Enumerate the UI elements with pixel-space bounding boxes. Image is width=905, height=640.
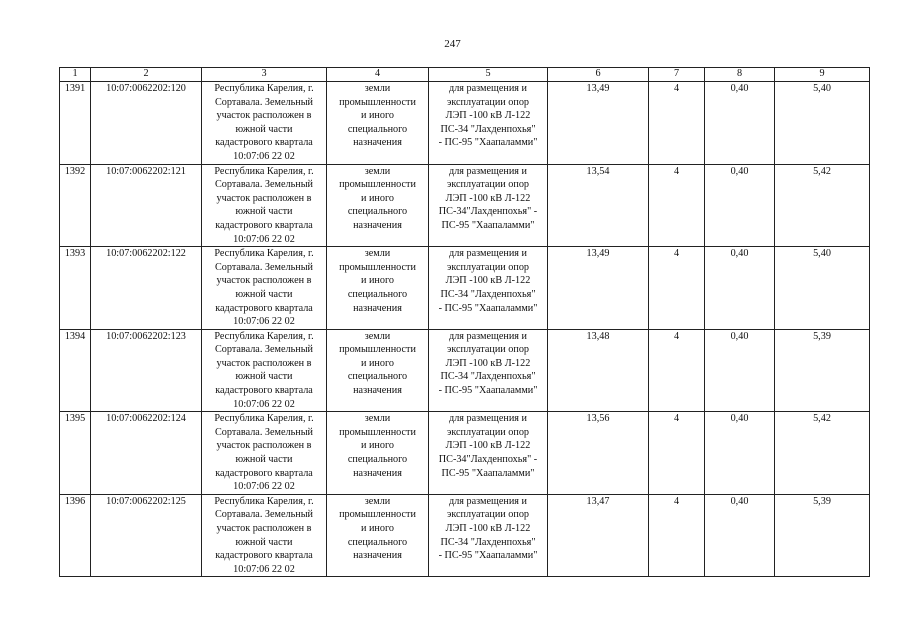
row-number-cell: 1396: [60, 494, 91, 577]
permitted-use-cell-line: ПС-34 "Лахденпохья": [440, 536, 536, 548]
land-category-cell-line: промышленности: [339, 344, 416, 356]
land-category-cell-line: и иного: [360, 275, 394, 287]
location-cell-line: Сортавала. Земельный: [214, 261, 313, 273]
row-number-cell: 1392: [60, 164, 91, 247]
column-9-cell: 5,42: [775, 412, 870, 495]
table-row: [60, 412, 870, 495]
permitted-use-cell-line: эксплуатации опор: [446, 96, 530, 108]
location-cell: [202, 494, 327, 577]
location-cell-line: 10:07:06 22 02: [233, 398, 295, 410]
permitted-use-cell: [429, 494, 548, 577]
location-cell-line: Сортавала. Земельный: [214, 509, 313, 521]
permitted-use-cell: [429, 329, 548, 412]
permitted-use-cell-line: - ПС-95 "Хаапаламми": [438, 385, 538, 397]
column-header: 6: [548, 68, 649, 82]
permitted-use-cell-line: эксплуатации опор: [446, 344, 530, 356]
cadastral-number-cell: 10:07:0062202:124: [91, 412, 202, 495]
location-cell-line: Сортавала. Земельный: [214, 96, 313, 108]
location-cell-line: участок расположен в: [216, 275, 312, 287]
permitted-use-cell-line: эксплуатации опор: [446, 509, 530, 521]
table-row: [60, 247, 870, 330]
permitted-use-cell-line: ПС-34"Лахденпохья" -: [438, 454, 538, 466]
location-cell-line: южной части: [235, 454, 293, 466]
column-header: 8: [705, 68, 775, 82]
land-category-cell-line: специального: [347, 454, 408, 466]
land-category-cell-line: назначения: [353, 467, 402, 479]
land-category-cell-line: и иного: [360, 523, 394, 534]
land-category-cell-line: земли: [364, 495, 391, 507]
permitted-use-cell-line: ПС-34"Лахденпохья" -: [438, 206, 538, 218]
location-cell: [202, 329, 327, 412]
column-6-cell: 13,49: [548, 82, 649, 165]
column-6-cell: 13,49: [548, 247, 649, 330]
column-8-cell: 0,40: [705, 82, 775, 165]
land-category-cell-line: промышленности: [339, 179, 416, 191]
location-cell-line: южной части: [235, 206, 293, 218]
row-number-cell: 1395: [60, 412, 91, 495]
location-cell: [202, 164, 327, 247]
permitted-use-cell-line: - ПС-95 "Хаапаламми": [438, 137, 538, 149]
land-category-cell-line: назначения: [353, 550, 402, 562]
permitted-use-cell-line: ЛЭП -100 кВ Л-122: [445, 110, 531, 122]
permitted-use-cell-line: для размещения и: [449, 495, 527, 507]
column-header: 9: [775, 68, 870, 82]
column-9-cell: 5,39: [775, 494, 870, 577]
column-8-cell: 0,40: [705, 164, 775, 247]
land-category-cell-line: земли: [364, 413, 391, 425]
land-category-cell-line: специального: [347, 206, 408, 218]
permitted-use-cell: [429, 412, 548, 495]
location-cell-line: Республика Карелия, г.: [214, 83, 314, 94]
column-6-cell: 13,54: [548, 164, 649, 247]
land-category-cell-line: земли: [364, 83, 391, 94]
column-header: 7: [649, 68, 705, 82]
land-category-cell-line: назначения: [353, 219, 402, 231]
column-7-cell: 4: [649, 329, 705, 412]
land-category-cell-line: и иного: [360, 192, 394, 204]
location-cell-line: Республика Карелия, г.: [214, 413, 314, 425]
location-cell: [202, 247, 327, 330]
location-cell-line: южной части: [235, 536, 293, 548]
cadastral-number-cell: 10:07:0062202:121: [91, 164, 202, 247]
column-6-cell: 13,48: [548, 329, 649, 412]
land-category-cell-line: назначения: [353, 385, 402, 397]
location-cell-line: кадастрового квартала: [215, 550, 313, 562]
permitted-use-cell-line: ЛЭП -100 кВ Л-122: [445, 523, 531, 534]
column-7-cell: 4: [649, 412, 705, 495]
land-category-cell-line: специального: [347, 536, 408, 548]
permitted-use-cell-line: эксплуатации опор: [446, 426, 530, 438]
land-category-cell-line: промышленности: [339, 426, 416, 438]
land-category-cell-line: и иного: [360, 440, 394, 452]
land-category-cell-line: и иного: [360, 357, 394, 369]
permitted-use-cell-line: для размещения и: [449, 330, 527, 342]
location-cell-line: участок расположен в: [216, 440, 312, 452]
location-cell-line: участок расположен в: [216, 192, 312, 204]
location-cell-line: Республика Карелия, г.: [214, 165, 314, 177]
location-cell-line: кадастрового квартала: [215, 385, 313, 397]
column-7-cell: 4: [649, 247, 705, 330]
location-cell-line: Сортавала. Земельный: [214, 179, 313, 191]
row-number-cell: 1394: [60, 329, 91, 412]
permitted-use-cell-line: ПС-34 "Лахденпохья": [440, 288, 536, 300]
permitted-use-cell-line: ЛЭП -100 кВ Л-122: [445, 440, 531, 452]
location-cell-line: участок расположен в: [216, 523, 312, 534]
column-9-cell: 5,42: [775, 164, 870, 247]
column-7-cell: 4: [649, 82, 705, 165]
permitted-use-cell-line: ЛЭП -100 кВ Л-122: [445, 275, 531, 287]
location-cell-line: южной части: [235, 288, 293, 300]
page-number: 247: [444, 38, 461, 50]
land-category-cell-line: земли: [364, 330, 391, 342]
land-category-cell-line: назначения: [353, 302, 402, 314]
land-category-cell-line: и иного: [360, 110, 394, 122]
permitted-use-cell-line: эксплуатации опор: [446, 179, 530, 191]
permitted-use-cell-line: ПС-34 "Лахденпохья": [440, 371, 536, 383]
land-category-cell: [327, 82, 429, 165]
location-cell-line: кадастрового квартала: [215, 467, 313, 479]
column-7-cell: 4: [649, 164, 705, 247]
column-9-cell: 5,40: [775, 82, 870, 165]
column-7-cell: 4: [649, 494, 705, 577]
permitted-use-cell-line: - ПС-95 "Хаапаламми": [438, 550, 538, 562]
land-category-cell-line: земли: [364, 165, 391, 177]
permitted-use-cell: [429, 247, 548, 330]
column-8-cell: 0,40: [705, 412, 775, 495]
land-category-cell-line: специального: [347, 123, 408, 135]
land-category-cell: [327, 247, 429, 330]
table-header: [60, 68, 870, 82]
land-registry-table: [59, 67, 870, 577]
location-cell-line: Республика Карелия, г.: [214, 248, 314, 260]
table-body: [60, 82, 870, 577]
location-cell-line: 10:07:06 22 02: [233, 481, 295, 493]
row-number-cell: 1393: [60, 247, 91, 330]
column-header: 4: [327, 68, 429, 82]
location-cell-line: южной части: [235, 371, 293, 383]
column-9-cell: 5,39: [775, 329, 870, 412]
permitted-use-cell-line: для размещения и: [449, 248, 527, 260]
column-8-cell: 0,40: [705, 329, 775, 412]
column-6-cell: 13,47: [548, 494, 649, 577]
location-cell-line: Республика Карелия, г.: [214, 330, 314, 342]
location-cell-line: кадастрового квартала: [215, 302, 313, 314]
column-8-cell: 0,40: [705, 494, 775, 577]
permitted-use-cell-line: ЛЭП -100 кВ Л-122: [445, 192, 531, 204]
permitted-use-cell-line: ПС-95 "Хаапаламми": [441, 219, 535, 231]
column-9-cell: 5,40: [775, 247, 870, 330]
permitted-use-cell-line: для размещения и: [449, 413, 527, 425]
land-category-cell: [327, 494, 429, 577]
permitted-use-cell-line: - ПС-95 "Хаапаламми": [438, 302, 538, 314]
location-cell-line: кадастрового квартала: [215, 137, 313, 149]
land-category-cell: [327, 164, 429, 247]
land-category-cell-line: специального: [347, 288, 408, 300]
location-cell-line: Сортавала. Земельный: [214, 426, 313, 438]
permitted-use-cell: [429, 82, 548, 165]
permitted-use-cell-line: ПС-34 "Лахденпохья": [440, 123, 536, 135]
cadastral-number-cell: 10:07:0062202:122: [91, 247, 202, 330]
location-cell-line: участок расположен в: [216, 110, 312, 122]
land-category-cell: [327, 412, 429, 495]
cadastral-number-cell: 10:07:0062202:123: [91, 329, 202, 412]
row-number-cell: 1391: [60, 82, 91, 165]
permitted-use-cell-line: эксплуатации опор: [446, 261, 530, 273]
land-category-cell-line: специального: [347, 371, 408, 383]
permitted-use-cell-line: для размещения и: [449, 165, 527, 177]
location-cell-line: 10:07:06 22 02: [233, 150, 295, 162]
location-cell-line: Республика Карелия, г.: [214, 495, 314, 507]
land-category-cell-line: промышленности: [339, 261, 416, 273]
location-cell-line: южной части: [235, 123, 293, 135]
location-cell-line: 10:07:06 22 02: [233, 316, 295, 328]
column-6-cell: 13,56: [548, 412, 649, 495]
column-header: 1: [60, 68, 91, 82]
location-cell-line: кадастрового квартала: [215, 219, 313, 231]
land-category-cell-line: назначения: [353, 137, 402, 149]
location-cell-line: 10:07:06 22 02: [233, 233, 295, 245]
column-header: 3: [202, 68, 327, 82]
location-cell-line: 10:07:06 22 02: [233, 563, 295, 575]
land-category-cell: [327, 329, 429, 412]
location-cell-line: Сортавала. Земельный: [214, 344, 313, 356]
column-header: 5: [429, 68, 548, 82]
land-category-cell-line: промышленности: [339, 96, 416, 108]
location-cell: [202, 412, 327, 495]
table-row: [60, 164, 870, 247]
location-cell: [202, 82, 327, 165]
table-row: [60, 494, 870, 577]
land-category-cell-line: земли: [364, 248, 391, 260]
cadastral-number-cell: 10:07:0062202:120: [91, 82, 202, 165]
permitted-use-cell-line: ЛЭП -100 кВ Л-122: [445, 357, 531, 369]
permitted-use-cell-line: для размещения и: [449, 83, 527, 94]
table-row: [60, 329, 870, 412]
land-category-cell-line: промышленности: [339, 509, 416, 521]
permitted-use-cell: [429, 164, 548, 247]
table-row: [60, 82, 870, 165]
column-8-cell: 0,40: [705, 247, 775, 330]
location-cell-line: участок расположен в: [216, 357, 312, 369]
cadastral-number-cell: 10:07:0062202:125: [91, 494, 202, 577]
permitted-use-cell-line: ПС-95 "Хаапаламми": [441, 467, 535, 479]
header-row: [60, 68, 870, 82]
column-header: 2: [91, 68, 202, 82]
